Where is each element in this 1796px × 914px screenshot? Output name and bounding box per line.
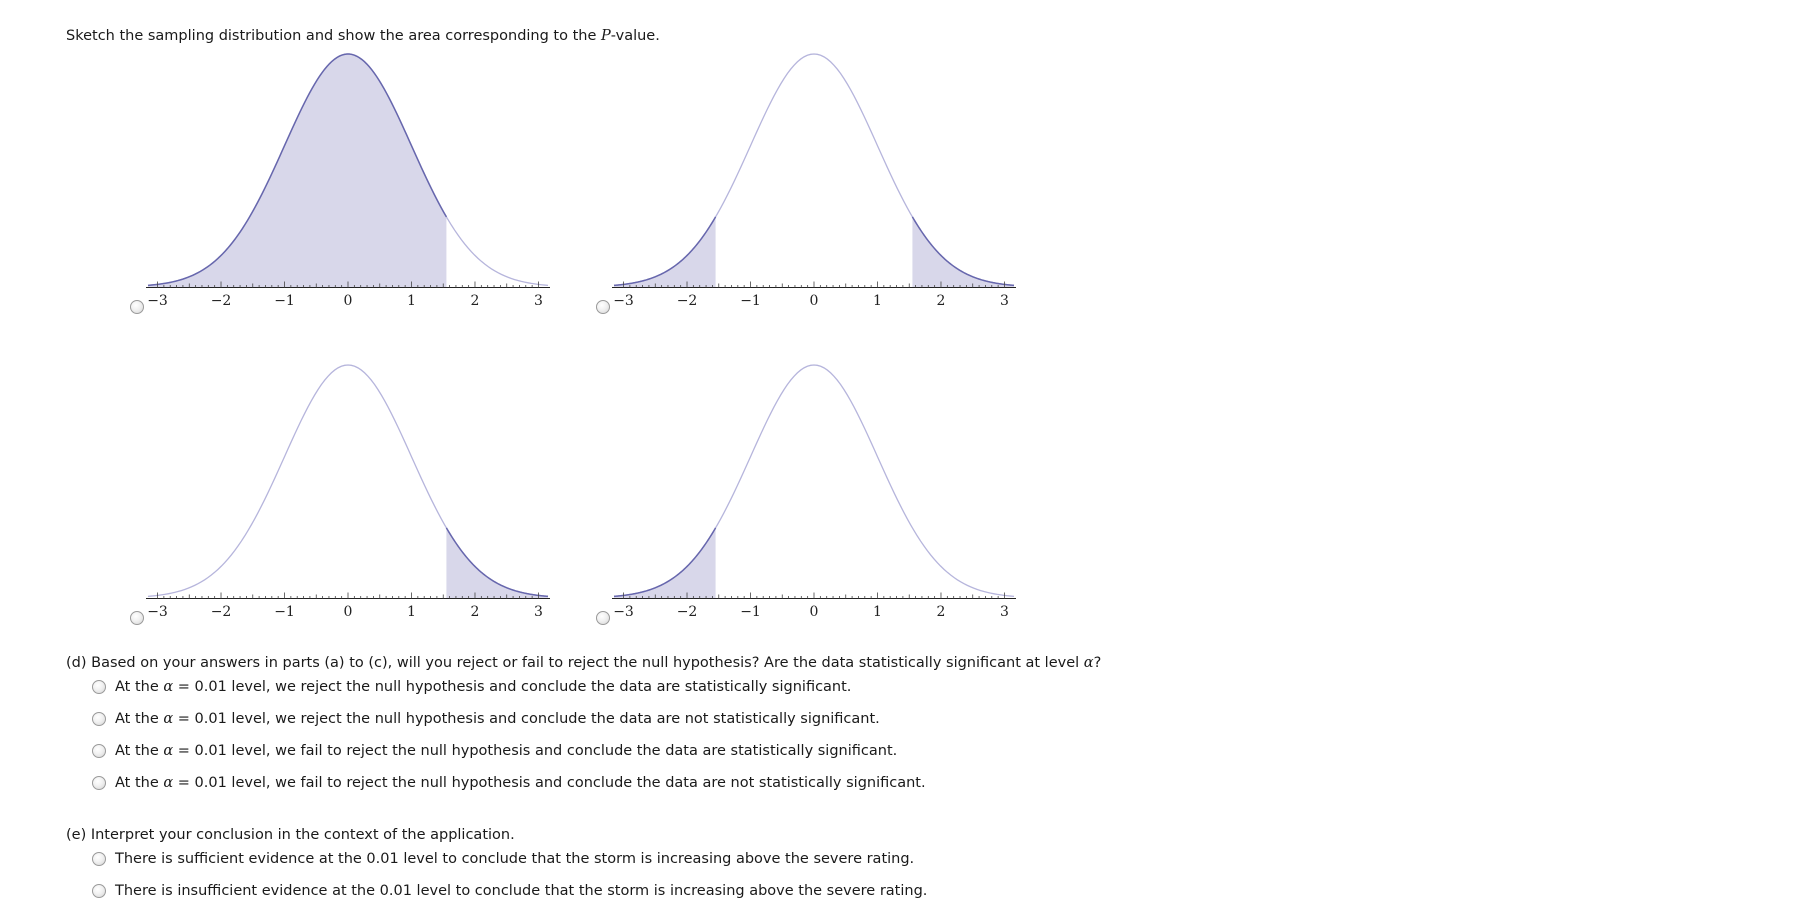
tick-label: −2 (676, 293, 698, 309)
tick-label: −3 (147, 604, 168, 620)
graph-option-4[interactable] (594, 363, 1044, 643)
tick-label: −3 (613, 293, 634, 309)
tick-label: −2 (210, 604, 232, 620)
shaded-region (614, 528, 716, 598)
shaded-region (614, 217, 716, 287)
shaded-region (148, 54, 446, 287)
tick-label: 2 (936, 293, 946, 309)
shaded-region (446, 528, 548, 598)
prompt-text: Sketch the sampling distribution and show the area corresponding to the P-value. (66, 28, 660, 44)
tick-label: −1 (274, 604, 295, 620)
tick-label: −3 (147, 293, 168, 309)
graph-option-1[interactable] (128, 52, 578, 332)
part-d-option-3-radio[interactable] (92, 744, 106, 758)
part-e-option-2-radio[interactable] (92, 884, 106, 898)
normal-curve-chart (594, 363, 1034, 638)
part-e-option-1-radio[interactable] (92, 852, 106, 866)
tick-label: 1 (873, 293, 882, 309)
part-d-option-4-radio[interactable] (92, 776, 106, 790)
tick-label: −1 (740, 293, 761, 309)
density-curve (614, 365, 1014, 596)
tick-label: 3 (1000, 604, 1009, 620)
tick-label: 3 (1000, 293, 1009, 309)
tick-label: 2 (470, 604, 480, 620)
tick-label: 0 (343, 604, 353, 620)
density-curve (614, 54, 1014, 285)
tick-label: −1 (274, 293, 295, 309)
part-e-question: (e) Interpret your conclusion in the context of the application. (66, 827, 515, 843)
tick-label: 0 (809, 293, 819, 309)
part-d-option-1-radio[interactable] (92, 680, 106, 694)
tick-label: −1 (740, 604, 761, 620)
normal-curve-chart (128, 52, 568, 327)
tick-label: 1 (407, 293, 416, 309)
tick-label: −3 (613, 604, 634, 620)
shaded-region (912, 217, 1014, 287)
tick-label: −2 (210, 293, 232, 309)
density-curve (148, 365, 548, 596)
part-d-question: (d) Based on your answers in parts (a) to (c), will you reject or fail to reject the null hypothesis? Are the data statistically significant at level α? (66, 655, 1102, 671)
tick-label: 3 (534, 293, 543, 309)
tick-label: 2 (936, 604, 946, 620)
tick-label: −2 (676, 604, 698, 620)
tick-label: 1 (407, 604, 416, 620)
tick-label: 1 (873, 604, 882, 620)
normal-curve-chart (128, 363, 568, 638)
part-d-option-2-radio[interactable] (92, 712, 106, 726)
tick-label: 0 (343, 293, 353, 309)
graph-option-2[interactable] (594, 52, 1044, 332)
graph-option-3[interactable] (128, 363, 578, 643)
tick-label: 0 (809, 604, 819, 620)
tick-label: 2 (470, 293, 480, 309)
tick-label: 3 (534, 604, 543, 620)
normal-curve-chart (594, 52, 1034, 327)
